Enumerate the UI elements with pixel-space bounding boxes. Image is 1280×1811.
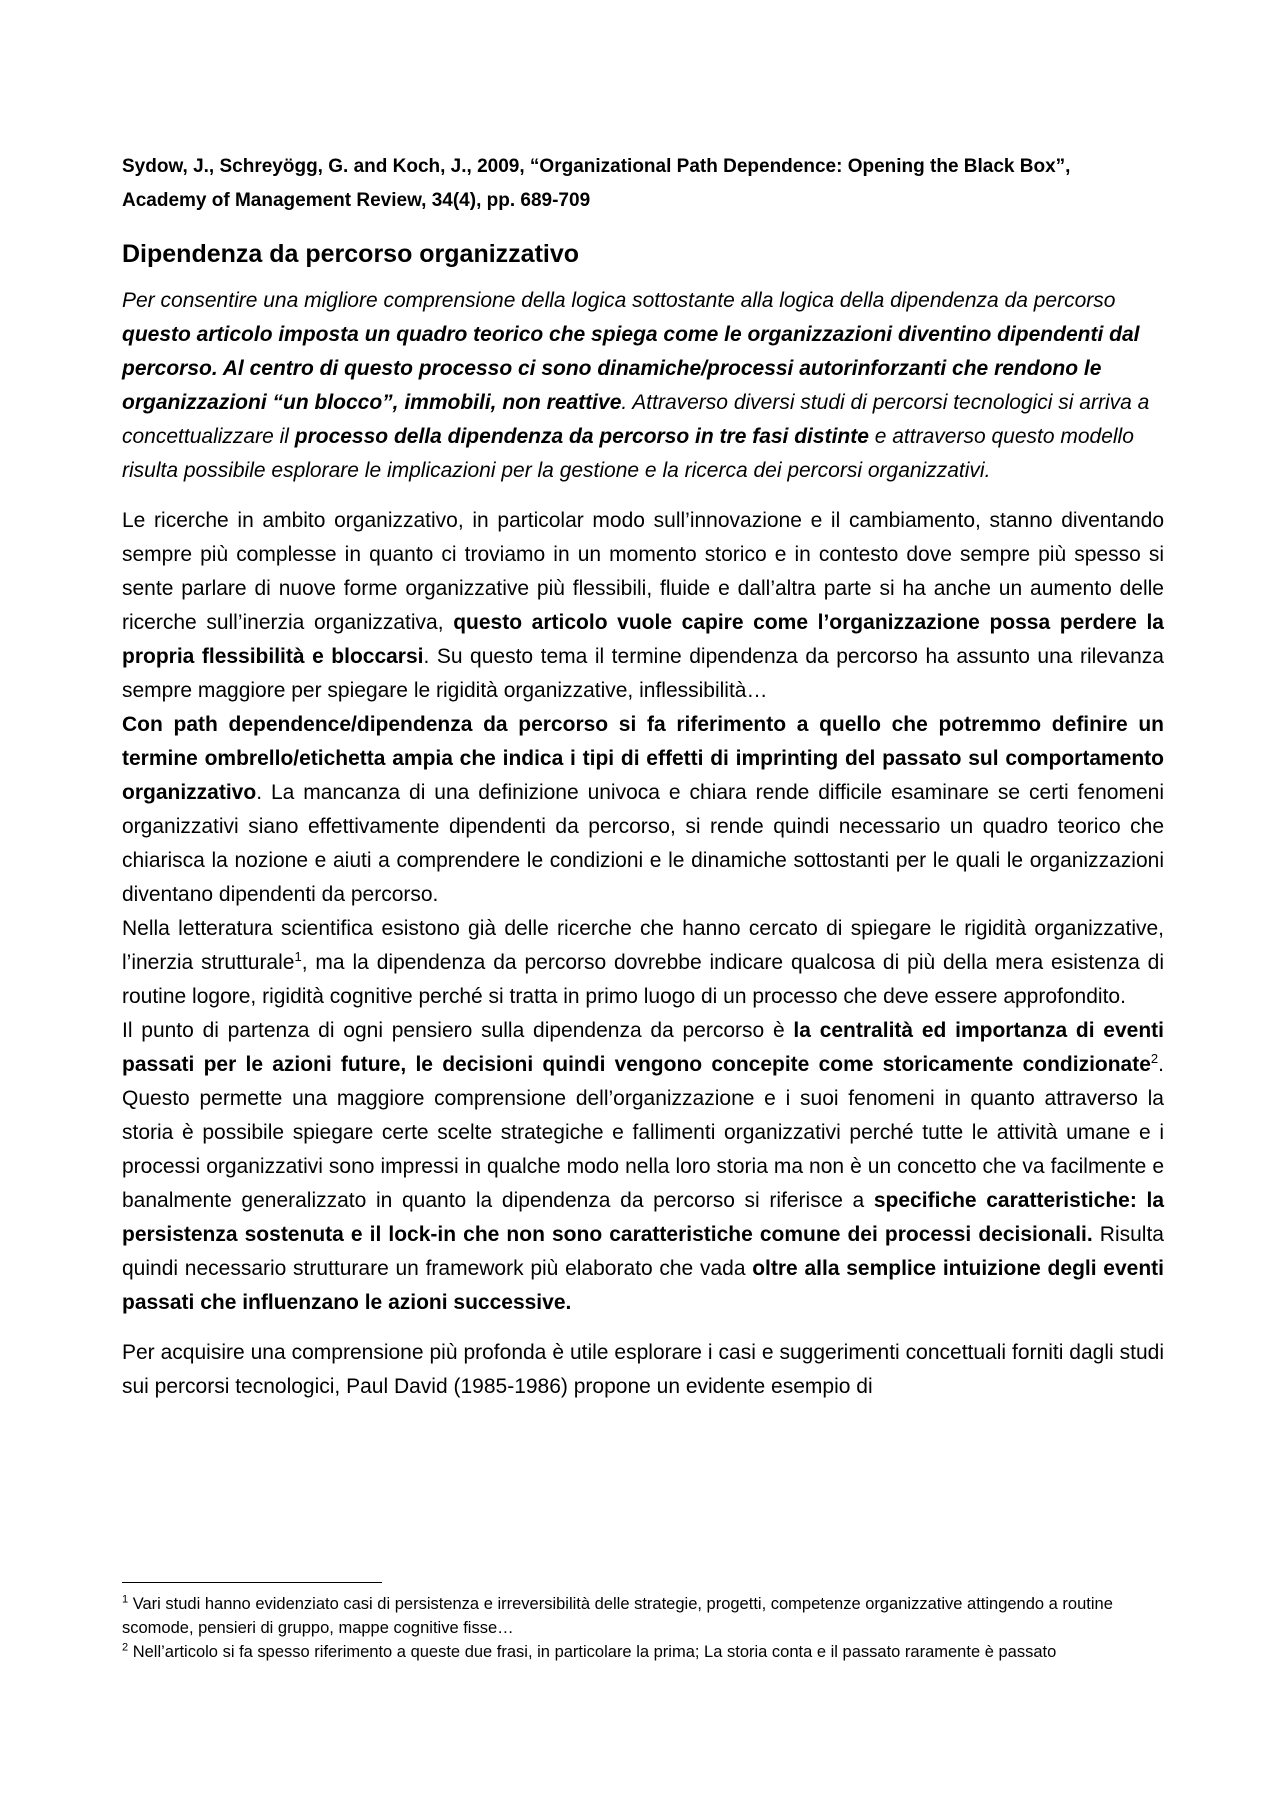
abstract-bold-2: processo della dipendenza da percorso in tre fasi distinte	[294, 425, 869, 448]
footnote-ref-2[interactable]: 2	[1150, 1051, 1159, 1066]
body-paragraph-1	[122, 504, 1164, 708]
footnote-2-number: 2	[122, 1641, 129, 1654]
p1-text-c: . Su questo tema il termine dipendenza da percorso ha assunto una rilevanza sempre maggiore per spiegare le rigidità organizzative, inflessibilità…	[122, 645, 1164, 702]
body-paragraph-5: Per acquisire una comprensione più profonda è utile esplorare i casi e suggerimenti concettuali forniti dagli studi sui percorsi tecnologici, Paul David (1985-1986) propone un evidente esempio di	[122, 1341, 1164, 1398]
p4-bold-1: la centralità ed importanza di eventi passati per le azioni future, le decisioni quindi vengono concepite come storicamente condizionate	[122, 1019, 1165, 1076]
body-paragraph-3	[122, 912, 1164, 1014]
footnote-ref-1[interactable]: 1	[294, 949, 302, 964]
footnote-1-number: 1	[122, 1593, 129, 1606]
abstract-text-2: . Attraverso diversi studi di percorsi tecnologici si arriva a concettualizzare il	[122, 391, 1150, 448]
abstract-paragraph	[122, 284, 1164, 488]
body-paragraph-4	[122, 1014, 1164, 1320]
footnote-separator	[122, 1582, 382, 1583]
p4-text-a: Il punto di partenza di ogni pensiero sulla dipendenza da percorso è	[122, 1019, 794, 1042]
p4-text-c: . Questo permette una maggiore comprensione dell’organizzazione e i suoi fenomeni in quanto attraverso la storia è possibile spiegare certe scelte strategiche e fallimenti organizzativi perché tutte le attività umane e i processi organizzativi sono impressi in qualche modo nella loro storia ma non è un concetto che va facilmente e banalmente generalizzato in quanto la dipendenza da percorso si riferisce a	[122, 1053, 1164, 1212]
document-page	[122, 150, 1164, 1404]
citation	[122, 150, 1164, 218]
p4-bold-2: specifiche caratteristiche: la persistenza sostenuta e il lock-in che non sono caratteristiche comune dei processi decisionali.	[122, 1189, 1164, 1246]
abstract-text-1: Per consentire una migliore comprensione della logica sottostante alla logica della dipendenza da percorso	[122, 289, 1116, 312]
abstract-bold-1: questo articolo imposta un quadro teorico che spiega come le organizzazioni diventino dipendenti dal percorso. Al centro di questo processo ci sono dinamiche/processi autorinforzanti che rendono le organizzazioni “un blocco”, immobili, non reattive	[122, 323, 1140, 414]
p4-text-e: Risulta quindi necessario strutturare un framework più elaborato che vada	[122, 1223, 1164, 1280]
p1-bold: questo articolo vuole capire come l’organizzazione possa perdere la propria flessibilità e bloccarsi	[122, 611, 1164, 668]
footnote-2	[122, 1640, 1164, 1664]
abstract-text-3: e attraverso questo modello risulta possibile esplorare le implicazioni per la gestione e la ricerca dei percorsi organizzativi.	[122, 425, 1134, 482]
p3-text-b: , ma la dipendenza da percorso dovrebbe indicare qualcosa di più della mera esistenza di routine logore, rigidità cognitive perché si tratta in primo luogo di un processo che deve essere approfondito.	[122, 951, 1164, 1008]
citation-line-2: Academy of Management Review, 34(4), pp. 689-709	[122, 190, 591, 211]
footnote-1	[122, 1592, 1164, 1640]
p1-text-a: Le ricerche in ambito organizzativo, in particolar modo sull’innovazione e il cambiamento, stanno diventando sempre più complesse in quanto ci troviamo in un momento storico e in contesto dove sempre più spesso si sente parlare di nuove forme organizzative più flessibili, fluide e dall’altra parte si ha anche un aumento delle ricerche sull’inerzia organizzativa,	[122, 509, 1164, 634]
section-heading: Dipendenza da percorso organizzativo	[122, 240, 580, 268]
footnote-2-text: Nell’articolo si fa spesso riferimento a queste due frasi, in particolare la prima; La storia conta e il passato raramente è passato	[128, 1643, 1057, 1661]
footnotes	[122, 1592, 1164, 1664]
p2-bold: Con path dependence/dipendenza da percorso si fa riferimento a quello che potremmo definire un termine ombrello/etichetta ampia che indica i tipi di effetti di imprinting del passato sul comportamento organizzativo	[122, 713, 1164, 804]
p3-text-a: Nella letteratura scientifica esistono già delle ricerche che hanno cercato di spiegare le rigidità organizzative, l’inerzia strutturale	[122, 917, 1164, 974]
citation-line-1: Sydow, J., Schreyögg, G. and Koch, J., 2009, “Organizational Path Dependence: Opening the Black Box”,	[122, 156, 1071, 177]
footnote-1-text: Vari studi hanno evidenziato casi di persistenza e irreversibilità delle strategie, progetti, competenze organizzative attingendo a routine scomode, pensieri di gruppo, mappe cognitive fisse…	[122, 1595, 1113, 1637]
body-paragraph-2	[122, 708, 1164, 912]
p2-text-b: . La mancanza di una definizione univoca e chiara rende difficile esaminare se certi fenomeni organizzativi siano effettivamente dipendenti da percorso, si rende quindi necessario un quadro teorico che chiarisca la nozione e aiuti a comprendere le condizioni e le dinamiche sottostanti per le quali le organizzazioni diventano dipendenti da percorso.	[122, 781, 1164, 906]
p4-bold-3: oltre alla semplice intuizione degli eventi passati che influenzano le azioni successive.	[122, 1257, 1164, 1314]
